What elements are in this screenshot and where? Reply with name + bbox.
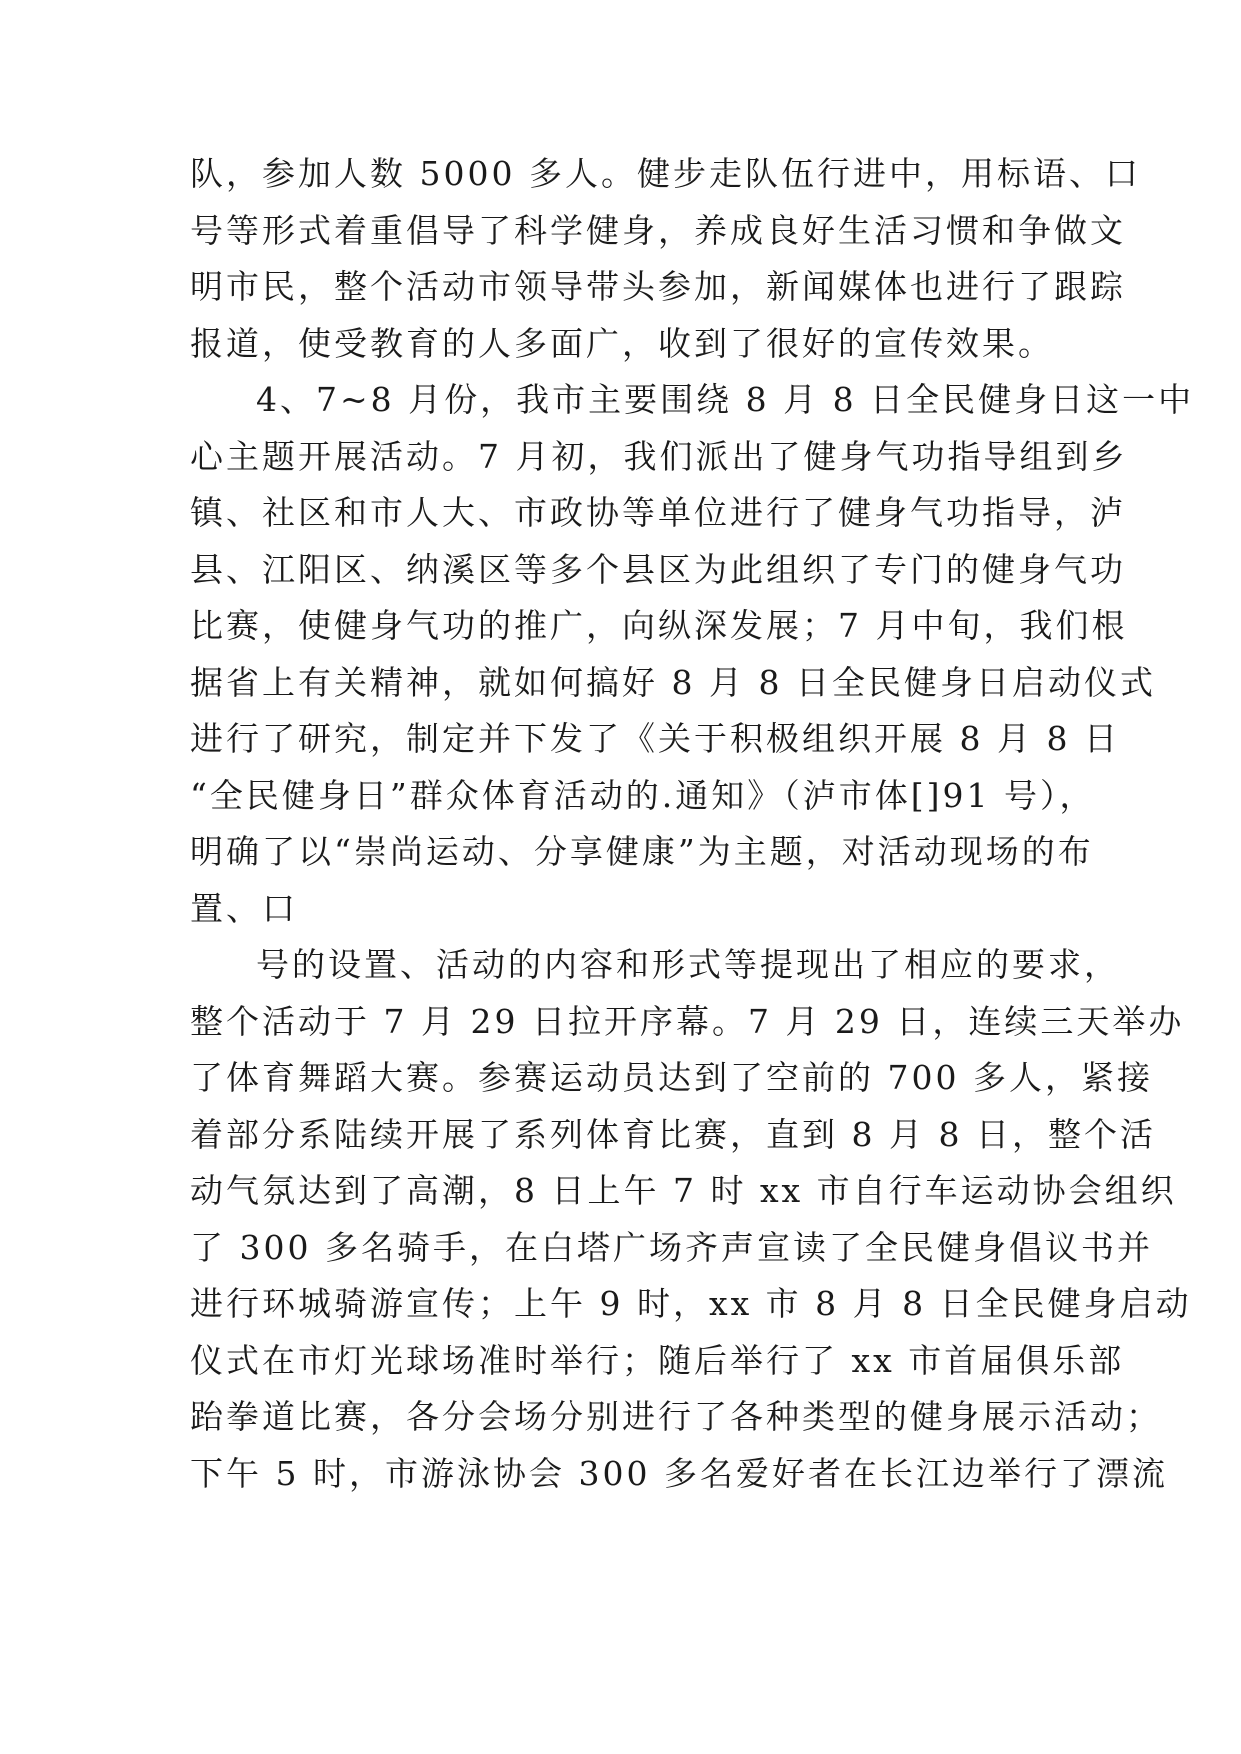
text-line: 心主题开展活动。7 月初，我们派出了健身气功指导组到乡 — [190, 436, 1128, 476]
text-line: 比赛，使健身气功的推广，向纵深发展；7 月中旬，我们根 — [190, 606, 1128, 645]
text-line: 4、7~8 月份，我市主要围绕 8 月 8 日全民健身日这一中 — [256, 380, 1195, 419]
text-line: 镇、社区和市人大、市政协等单位进行了健身气功指导，泸 — [190, 493, 1126, 532]
text-line: “全民健身日”群众体育活动的.通知》（泸市体[]91 号）， — [190, 775, 1096, 815]
text-line: 明市民，整个活动市领导带头参加，新闻媒体也进行了跟踪 — [190, 267, 1126, 306]
text-line: 队，参加人数 5000 多人。健步走队伍行进中，用标语、口 — [190, 154, 1141, 193]
text-line: 着部分系陆续开展了系列体育比赛，直到 8 月 8 日，整个活 — [190, 1114, 1156, 1154]
text-line: 报道，使受教育的人多面广，收到了很好的宣传效果。 — [190, 323, 1054, 363]
text-line: 了体育舞蹈大赛。参赛运动员达到了空前的 700 多人，紧接 — [190, 1058, 1153, 1097]
text-line: 号的设置、活动的内容和形式等提现出了相应的要求， — [256, 945, 1120, 984]
text-line: 据省上有关精神，就如何搞好 8 月 8 日全民健身日启动仪式 — [190, 662, 1156, 702]
body-text — [190, 146, 1195, 1502]
text-line: 明确了以“崇尚运动、分享健康”为主题，对活动现场的布 — [190, 832, 1094, 871]
text-line: 跆拳道比赛，各分会场分别进行了各种类型的健身展示活动； — [190, 1397, 1162, 1436]
text-line: 下午 5 时，市游泳协会 300 多名爱好者在长江边举行了漂流 — [190, 1453, 1168, 1493]
text-line: 进行了研究，制定并下发了《关于积极组织开展 8 月 8 日 — [190, 719, 1120, 758]
text-line: 号等形式着重倡导了科学健身，养成良好生活习惯和争做文 — [190, 210, 1126, 250]
text-line: 动气氛达到了高潮，8 日上午 7 时 xx 市自行车运动协会组织 — [190, 1171, 1177, 1210]
text-line: 置、口 — [190, 888, 298, 928]
text-line: 进行环城骑游宣传；上午 9 时，xx 市 8 月 8 日全民健身启动 — [190, 1284, 1192, 1323]
text-line: 仪式在市灯光球场准时举行；随后举行了 xx 市首届俱乐部 — [190, 1340, 1125, 1380]
text-line: 整个活动于 7 月 29 日拉开序幕。7 月 29 日，连续三天举办 — [190, 1001, 1185, 1041]
text-line: 县、江阳区、纳溪区等多个县区为此组织了专门的健身气功 — [190, 549, 1126, 589]
text-line: 了 300 多名骑手，在白塔广场齐声宣读了全民健身倡议书并 — [190, 1227, 1153, 1267]
